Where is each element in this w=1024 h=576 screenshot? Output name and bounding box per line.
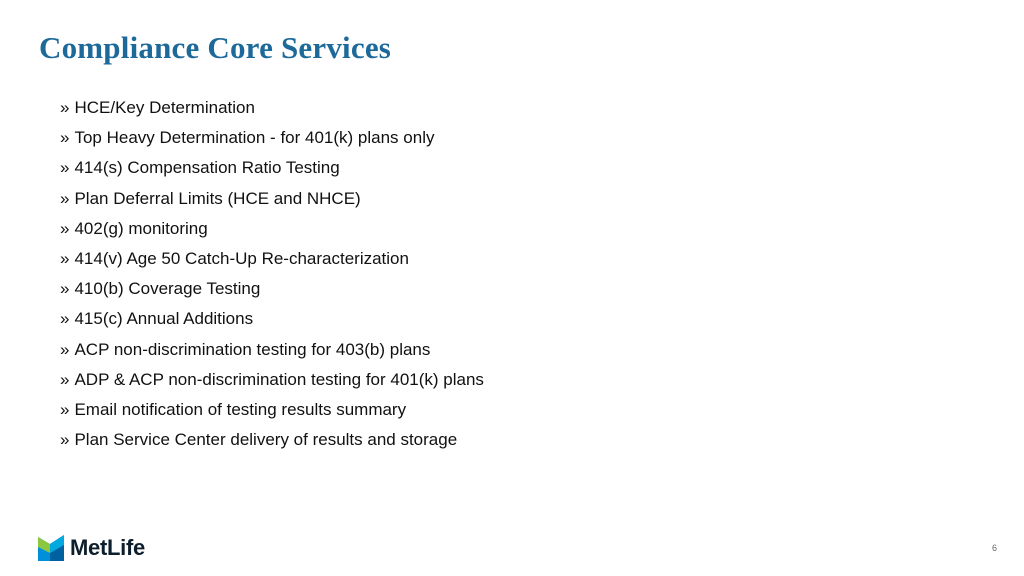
list-item [60,338,484,368]
list-item [60,187,484,217]
bullet-marker: » [60,369,70,389]
logo-text: MetLife [70,535,145,560]
list-item-text: 402(g) monitoring [74,218,208,238]
metlife-logo [38,535,145,561]
list-item-text: Plan Service Center delivery of results and storage [74,430,458,450]
bullet-marker: » [60,399,70,419]
bullet-marker: » [60,430,70,450]
bullet-marker: » [60,158,70,178]
list-item [60,217,484,247]
list-item-text: Plan Deferral Limits (HCE and NHCE) [74,188,361,208]
bullet-marker: » [60,188,70,208]
list-item-text: ADP & ACP non-discrimination testing for 401(k) plans [74,369,484,389]
list-item [60,398,484,428]
list-item-text: Email notification of testing results summary [74,399,407,419]
list-item [60,96,484,126]
list-item-text: ACP non-discrimination testing for 403(b) plans [74,339,431,359]
bullet-marker: » [60,309,70,329]
list-item-text: 415(c) Annual Additions [74,309,254,329]
bullet-marker: » [60,279,70,299]
list-item [60,156,484,186]
list-item [60,126,484,156]
metlife-leaf-icon [38,535,64,561]
list-item-text: 414(v) Age 50 Catch-Up Re-characterization [74,248,409,268]
bullet-marker: » [60,98,70,117]
services-list [60,96,484,458]
bullet-marker: » [60,218,70,238]
list-item [60,277,484,307]
list-item [60,247,484,277]
list-item-text: 414(s) Compensation Ratio Testing [74,158,340,178]
bullet-marker: » [60,339,70,359]
list-item-text: 410(b) Coverage Testing [74,279,261,299]
bullet-marker: » [60,248,70,268]
list-item [60,307,484,337]
list-item [60,428,484,458]
page-number: 6 [991,543,997,553]
list-item [60,368,484,398]
list-item-text: HCE/Key Determination [74,98,255,117]
bullet-marker: » [60,128,70,148]
list-item-text: Top Heavy Determination - for 401(k) plans only [74,128,435,148]
slide-title: Compliance Core Services [39,30,392,65]
